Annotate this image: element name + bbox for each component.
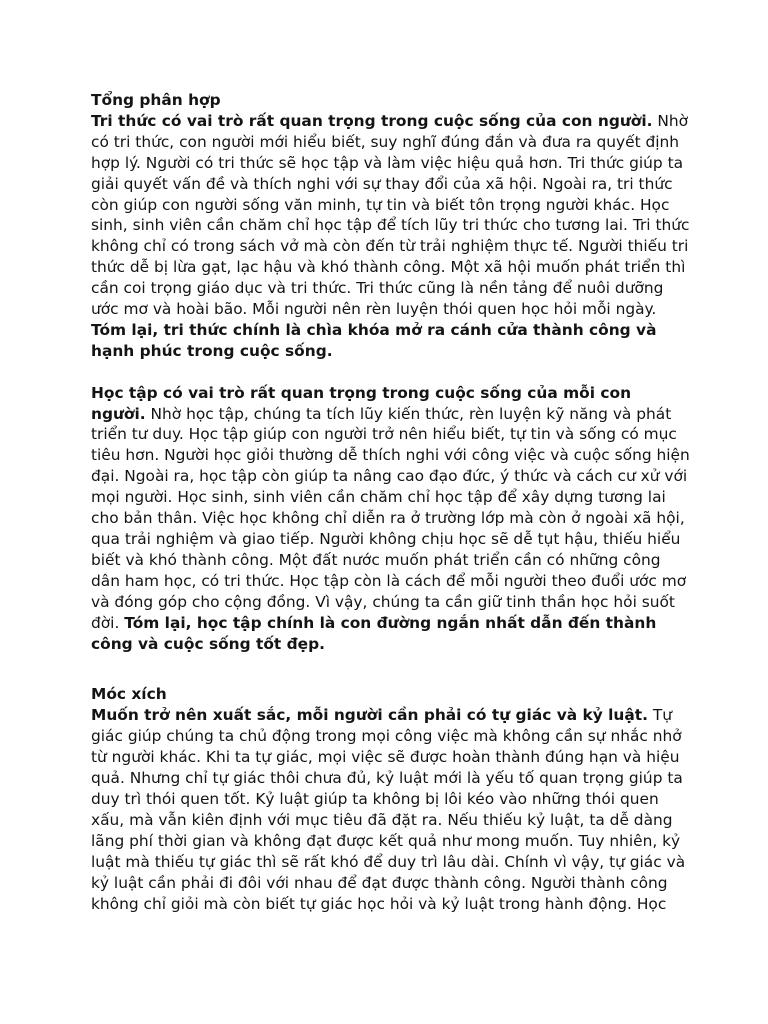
- paragraph-body: Nhờ học tập, chúng ta tích lũy kiến thức, rèn luyện kỹ năng và phát triển tư duy. Học tập giúp con người trở nên hiểu biết, tự tin và sống có mục tiêu hơn. Người học giỏi thường dễ thích nghi với công việc và cuộc sống hiện đại. Ngoài ra, học tập còn giúp ta nâng cao đạo đức, ý thức và cách cư xử với mọi người. Học sinh, sinh viên cần chăm chỉ học tập để xây dựng tương lai cho bản thân. Việc học không chỉ diễn ra ở trường lớp mà còn ở ngoài xã hội, qua trải nghiệm và giao tiếp. Người không chịu học sẽ dễ tụt hậu, thiếu hiểu biết và khó thành công. Một đất nước muốn phát triển cần có những công dân ham học, có tri thức. Học tập còn là cách để mỗi người theo đuổi ước mơ và đóng góp cho cộng đồng. Vì vậy, chúng ta cần giữ tinh thần học hỏi suốt đời.: [91, 404, 690, 632]
- paragraph-lead-sentence: Tri thức có vai trò rất quan trọng trong cuộc sống của con người.: [91, 111, 653, 130]
- paragraph-conclusion: Tóm lại, học tập chính là con đường ngắn nhất dẫn đến thành công và cuộc sống tốt đẹp.: [91, 613, 657, 653]
- paragraph-hoc-tap: [91, 383, 691, 655]
- paragraph-lead-sentence: Học tập có vai trò rất quan trọng trong cuộc sống của mỗi con người.: [91, 383, 632, 423]
- paragraph-body: Nhờ có tri thức, con người mới hiểu biết, suy nghĩ đúng đắn và đưa ra quyết định hợp lý. Người có tri thức sẽ học tập và làm việc hiệu quả hơn. Tri thức giúp ta giải quyết vấn đề và thích nghi với sự thay đổi của xã hội. Ngoài ra, tri thức còn giúp con người sống văn minh, tự tin và biết tôn trọng người khác. Học sinh, sinh viên cần chăm chỉ học tập để tích lũy tri thức cho tương lai. Tri thức không chỉ có trong sách vở mà còn đến từ trải nghiệm thực tế. Người thiếu tri thức dễ bị lừa gạt, lạc hậu và khó thành công. Một xã hội muốn phát triển thì cần coi trọng giáo dục và tri thức. Tri thức cũng là nền tảng để nuôi dưỡng ước mơ và hoài bão. Mỗi người nên rèn luyện thói quen học hỏi mỗi ngày.: [91, 111, 690, 319]
- document-page: [91, 90, 691, 914]
- section-heading-moc-xich: Móc xích: [91, 685, 167, 704]
- paragraph-tu-giac-ky-luat: [91, 705, 691, 914]
- paragraph-spacer: [91, 654, 691, 684]
- paragraph-lead-sentence: Muốn trở nên xuất sắc, mỗi người cần phải có tự giác và kỷ luật.: [91, 706, 648, 725]
- paragraph-tri-thuc: [91, 111, 691, 362]
- paragraph-body: Tự giác giúp chúng ta chủ động trong mọi công việc mà không cần sự nhắc nhở từ người khác. Khi ta tự giác, mọi việc sẽ được hoàn thành đúng hạn và hiệu quả. Nhưng chỉ tự giác thôi chưa đủ, kỷ luật mới là yếu tố quan trọng giúp ta duy trì thói quen tốt. Kỷ luật giúp ta không bị lôi kéo vào những thói quen xấu, mà vẫn kiên định với mục tiêu đã đặt ra. Nếu thiếu kỷ luật, ta dễ dàng lãng phí thời gian và không đạt được kết quả như mong muốn. Tuy nhiên, kỷ luật mà thiếu tự giác thì sẽ rất khó để duy trì lâu dài. Chính vì vậy, tự giác và kỷ luật cần phải đi đôi với nhau để đạt được thành công. Người thành công không chỉ giỏi mà còn biết tự giác học hỏi và kỷ luật trong hành động. Học: [91, 706, 686, 913]
- paragraph-conclusion: Tóm lại, tri thức chính là chìa khóa mở ra cánh cửa thành công và hạnh phúc trong cuộc sống.: [91, 320, 657, 360]
- section-heading-tong-phan-hop: Tổng phân hợp: [91, 91, 221, 109]
- paragraph-spacer: [91, 362, 691, 383]
